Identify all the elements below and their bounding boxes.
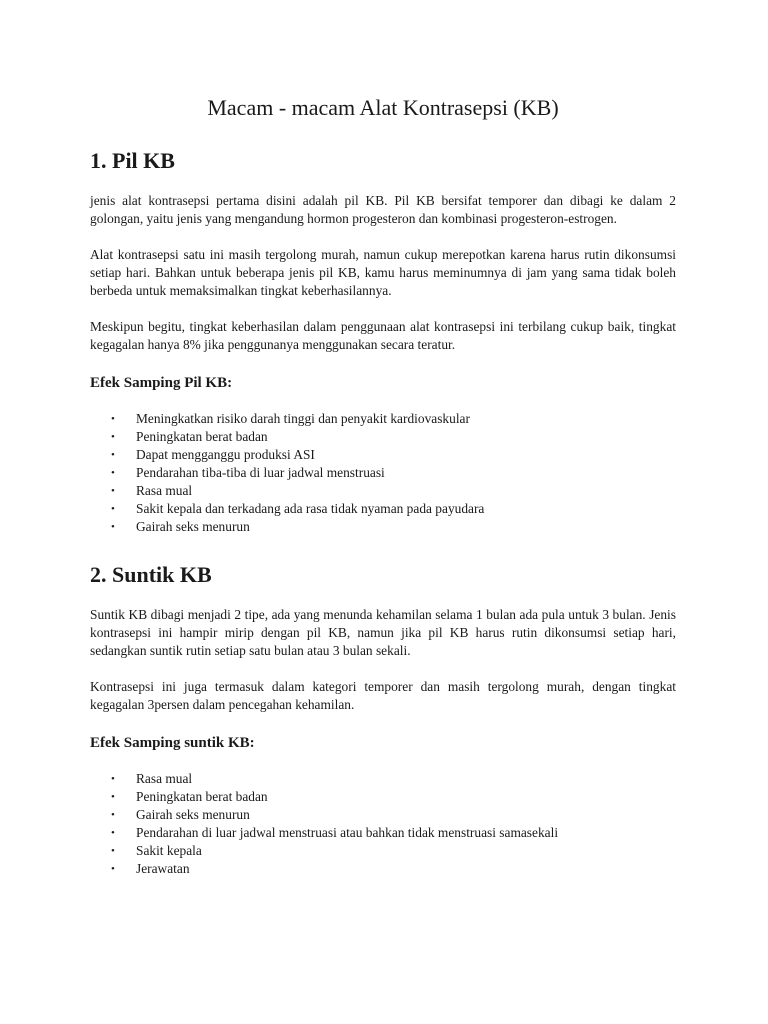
list-item bbox=[90, 788, 676, 806]
section-suntik-kb bbox=[90, 558, 676, 878]
list-item-text: Jerawatan bbox=[136, 861, 190, 876]
side-effects-heading: Efek Samping suntik KB: bbox=[90, 735, 255, 751]
list-item bbox=[90, 500, 676, 518]
section-pil-kb bbox=[90, 144, 676, 536]
bullet-icon: • bbox=[111, 431, 115, 443]
list-item-text: Meningkatkan risiko darah tinggi dan penyakit kardiovaskular bbox=[136, 411, 470, 426]
list-item bbox=[90, 518, 676, 536]
bullet-icon: • bbox=[111, 809, 115, 821]
list-item-text: Peningkatan berat badan bbox=[136, 429, 268, 444]
list-item bbox=[90, 464, 676, 482]
bullet-icon: • bbox=[111, 503, 115, 515]
list-item bbox=[90, 770, 676, 788]
bullet-icon: • bbox=[111, 827, 115, 839]
list-item bbox=[90, 410, 676, 428]
list-item bbox=[90, 446, 676, 464]
paragraph: Kontrasepsi ini juga termasuk dalam kategori temporer dan masih tergolong murah, dengan tingkat kegagalan 3persen dalam pencegahan kehamilan. bbox=[90, 679, 676, 712]
paragraph: Alat kontrasepsi satu ini masih tergolong murah, namun cukup merepotkan karena harus rutin dikonsumsi setiap hari. Bahkan untuk beberapa jenis pil KB, kamu harus meminumnya di jam yang sama tidak boleh berbeda untuk memaksimalkan tingkat keberhasilannya. bbox=[90, 247, 676, 298]
bullet-icon: • bbox=[111, 449, 115, 461]
list-item bbox=[90, 860, 676, 878]
list-item-text: Pendarahan di luar jadwal menstruasi atau bahkan tidak menstruasi samasekali bbox=[136, 825, 559, 840]
section-heading: 2. Suntik KB bbox=[90, 562, 212, 587]
list-item bbox=[90, 842, 676, 860]
section-heading: 1. Pil KB bbox=[90, 148, 175, 173]
bullet-icon: • bbox=[111, 863, 115, 875]
list-item-text: Gairah seks menurun bbox=[136, 807, 250, 822]
list-item-text: Gairah seks menurun bbox=[136, 519, 250, 534]
list-item-text: Sakit kepala dan terkadang ada rasa tidak nyaman pada payudara bbox=[136, 501, 485, 516]
bullet-icon: • bbox=[111, 485, 115, 497]
paragraph: Suntik KB dibagi menjadi 2 tipe, ada yang menunda kehamilan selama 1 bulan ada pula untuk 3 bulan. Jenis kontrasepsi ini hampir mirip dengan pil KB, namun jika pil KB harus rutin dikonsumsi setiap hari, sedangkan suntik rutin setiap satu bulan atau 3 bulan sekali. bbox=[90, 607, 676, 658]
bullet-icon: • bbox=[111, 845, 115, 857]
list-item-text: Peningkatan berat badan bbox=[136, 789, 268, 804]
side-effects-list bbox=[90, 770, 676, 878]
bullet-icon: • bbox=[111, 521, 115, 533]
bullet-icon: • bbox=[111, 773, 115, 785]
document-title: Macam - macam Alat Kontrasepsi (KB) bbox=[207, 95, 559, 120]
side-effects-list bbox=[90, 410, 676, 536]
list-item bbox=[90, 428, 676, 446]
list-item-text: Dapat mengganggu produksi ASI bbox=[136, 447, 315, 462]
list-item bbox=[90, 806, 676, 824]
list-item-text: Rasa mual bbox=[136, 483, 193, 498]
list-item-text: Sakit kepala bbox=[136, 843, 202, 858]
list-item-text: Rasa mual bbox=[136, 771, 193, 786]
list-item bbox=[90, 824, 676, 842]
document-page bbox=[90, 92, 676, 896]
side-effects-heading: Efek Samping Pil KB: bbox=[90, 375, 233, 391]
bullet-icon: • bbox=[111, 413, 115, 425]
bullet-icon: • bbox=[111, 791, 115, 803]
paragraph: jenis alat kontrasepsi pertama disini adalah pil KB. Pil KB bersifat temporer dan dibagi ke dalam 2 golongan, yaitu jenis yang mengandung hormon progesteron dan kombinasi progesteron-estrogen. bbox=[90, 193, 676, 226]
list-item-text: Pendarahan tiba-tiba di luar jadwal menstruasi bbox=[136, 465, 385, 480]
list-item bbox=[90, 482, 676, 500]
paragraph: Meskipun begitu, tingkat keberhasilan dalam penggunaan alat kontrasepsi ini terbilang cukup baik, tingkat kegagalan hanya 8% jika penggunanya menggunakan secara teratur. bbox=[90, 319, 676, 352]
bullet-icon: • bbox=[111, 467, 115, 479]
